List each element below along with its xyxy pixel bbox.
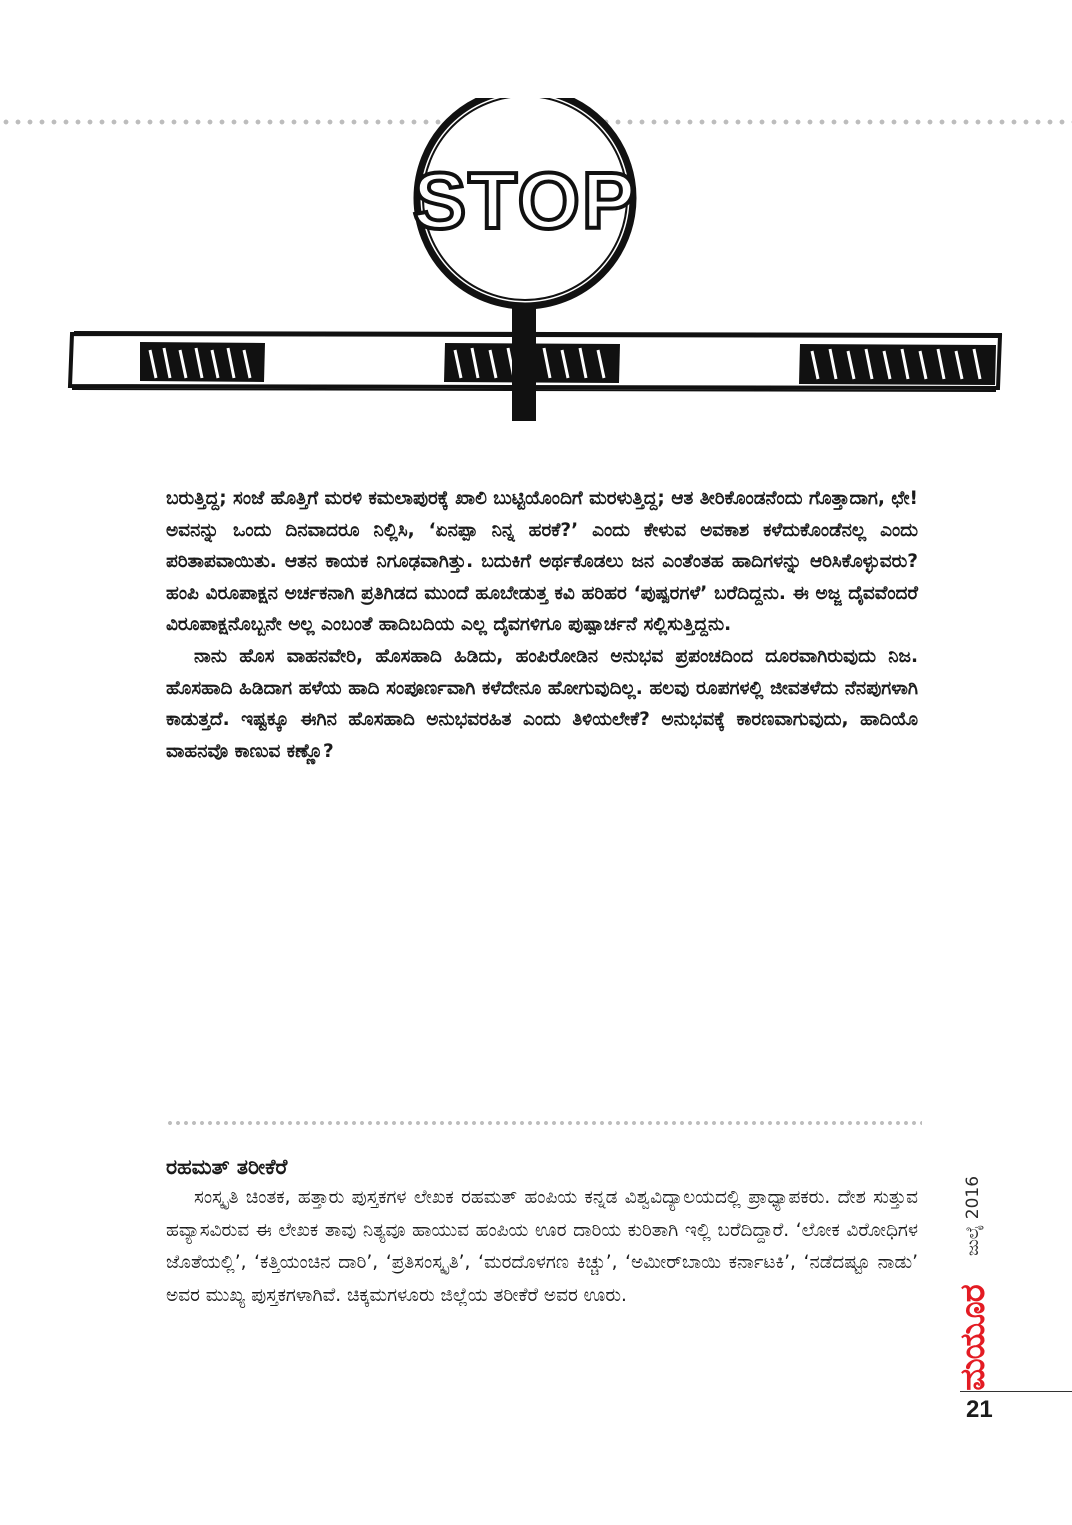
- section-dotted-divider: [166, 1120, 922, 1126]
- magazine-logo: ಮಯೂರ: [953, 1285, 993, 1391]
- magazine-side-strip: [950, 1118, 996, 1391]
- author-bio: [166, 1182, 918, 1312]
- stop-sign-text: STOP: [412, 156, 638, 245]
- article-paragraph: ಬರುತ್ತಿದ್ದ; ಸಂಜೆ ಹೊತ್ತಿಗೆ ಮರಳಿ ಕಮಲಾಪುರಕ್ಕೆ ಖಾಲಿ ಬುಟ್ಟಿಯೊಂದಿಗೆ ಮರಳುತ್ತಿದ್ದ; ಆತ ತೀರಿಕೊಂಡನೆಂದು ಗೊತ್ತಾದಾಗ, ಛೇ! ಅವನನ್ನು ಒಂದು ದಿನವಾದರೂ ನಿಲ್ಲಿಸಿ, ‘ಏನಪ್ಪಾ ನಿನ್ನ ಹರಕೆ?’ ಎಂದು ಕೇಳುವ ಅವಕಾಶ ಕಳೆದುಕೊಂಡೆನಲ್ಲ ಎಂದು ಪರಿತಾಪವಾಯಿತು. ಆತನ ಕಾಯಕ ನಿಗೂಢವಾಗಿತ್ತು. ಬದುಕಿಗೆ ಅರ್ಥಕೊಡಲು ಜನ ಎಂತೆಂತಹ ಹಾದಿಗಳನ್ನು ಆರಿಸಿಕೊಳ್ಳುವರು? ಹಂಪಿ ವಿರೂಪಾಕ್ಷನ ಅರ್ಚಕನಾಗಿ ಪ್ರತಿಗಿಡದ ಮುಂದೆ ಹೂಬೇಡುತ್ತ ಕವಿ ಹರಿಹರ ‘ಪುಷ್ಪರಗಳೆ’ ಬರೆದಿದ್ದನು. ಈ ಅಜ್ಜ ದೈವವೆಂದರೆ ವಿರೂಪಾಕ್ಷನೊಬ್ಬನೇ ಅಲ್ಲ ಎಂಬಂತೆ ಹಾದಿಬದಿಯ ಎಲ್ಲ ದೈವಗಳಿಗೂ ಪುಷ್ಪಾರ್ಚನೆ ಸಲ್ಲಿಸುತ್ತಿದ್ದನು.: [166, 488, 918, 636]
- issue-date: ಜುಲೈ 2016: [963, 1175, 983, 1257]
- article-paragraph: ನಾನು ಹೊಸ ವಾಹನವೇರಿ, ಹೊಸಹಾದಿ ಹಿಡಿದು, ಹಂಪಿರೋಡಿನ ಅನುಭವ ಪ್ರಪಂಚದಿಂದ ದೂರವಾಗಿರುವುದು ನಿಜ. ಹೊಸಹಾದಿ ಹಿಡಿದಾಗ ಹಳೆಯ ಹಾದಿ ಸಂಪೂರ್ಣವಾಗಿ ಕಳೆದೇನೂ ಹೋಗುವುದಿಲ್ಲ. ಹಲವು ರೂಪಗಳಲ್ಲಿ ಜೀವತಳೆದು ನೆನಪುಗಳಾಗಿ ಕಾಡುತ್ತದೆ. ಇಷ್ಟಕ್ಕೂ ಈಗಿನ ಹೊಸಹಾದಿ ಅನುಭವರಹಿತ ಎಂದು ತಿಳಿಯಲೇಕೆ? ಅನುಭವಕ್ಕೆ ಕಾರಣವಾಗುವುದು, ಹಾದಿಯೊ ವಾಹನವೊ ಕಾಣುವ ಕಣ್ಣೊ?: [166, 645, 918, 762]
- author-name: ರಹಮತ್ ತರೀಕೆರೆ: [166, 1155, 288, 1179]
- author-bio-text: ಸಂಸ್ಕೃತಿ ಚಿಂತಕ, ಹತ್ತಾರು ಪುಸ್ತಕಗಳ ಲೇಖಕ ರಹಮತ್ ಹಂಪಿಯ ಕನ್ನಡ ವಿಶ್ವವಿದ್ಯಾಲಯದಲ್ಲಿ ಪ್ರಾಧ್ಯಾಪಕರು. ದೇಶ ಸುತ್ತುವ ಹವ್ಯಾಸವಿರುವ ಈ ಲೇಖಕ ತಾವು ನಿತ್ಯವೂ ಹಾಯುವ ಹಂಪಿಯ ಊರ ದಾರಿಯ ಕುರಿತಾಗಿ ಇಲ್ಲಿ ಬರೆದಿದ್ದಾರೆ. ‘ಲೋಕ ವಿರೋಧಿಗಳ ಜೊತೆಯಲ್ಲಿ’, ‘ಕತ್ತಿಯಂಚಿನ ದಾರಿ’, ‘ಪ್ರತಿಸಂಸ್ಕೃತಿ’, ‘ಮರದೊಳಗಣ ಕಿಚ್ಚು’, ‘ಅಮೀರ್‌ಬಾಯಿ ಕರ್ನಾಟಕಿ’, ‘ನಡೆದಷ್ಟೂ ನಾಡು’ ಅವರ ಮುಖ್ಯ ಪುಸ್ತಕಗಳಾಗಿವೆ. ಚಿಕ್ಕಮಗಳೂರು ಜಿಲ್ಲೆಯ ತರೀಕೆರೆ ಅವರ ಊರು.: [166, 1187, 918, 1306]
- page-number-rule: [960, 1391, 1072, 1392]
- article-body: [166, 483, 918, 767]
- page-number: 21: [966, 1396, 993, 1423]
- stop-sign-barrier-icon: [60, 98, 1020, 428]
